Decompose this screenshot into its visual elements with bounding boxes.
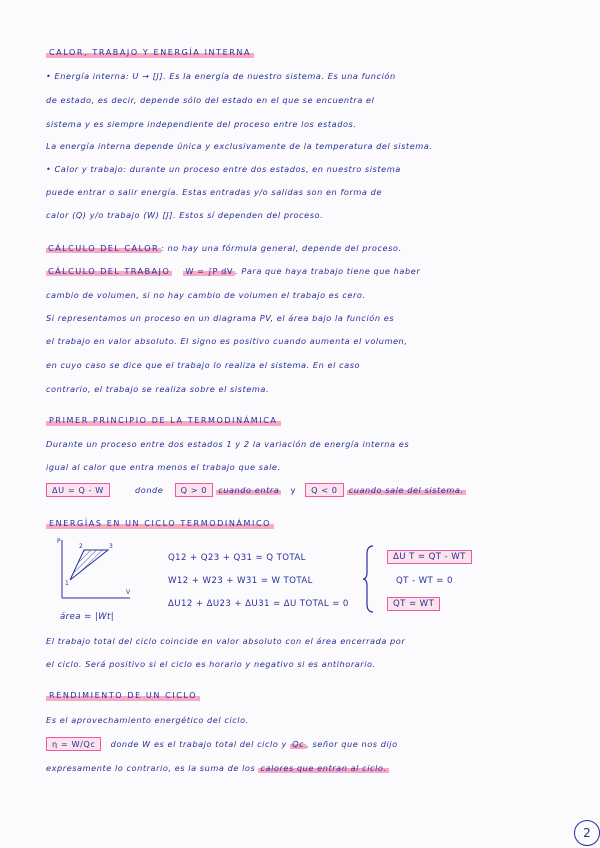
- text-line: Si representamos un proceso en un diagrama PV, el área bajo la función es: [46, 313, 395, 323]
- q-negative: Q < 0: [305, 483, 343, 497]
- text-line: sistema y es siempre independiente del proceso entre los estados.: [46, 119, 357, 129]
- calor-line: [46, 242, 556, 254]
- equation-u: ΔU12 + ΔU23 + ΔU31 = ΔU TOTAL = 0: [168, 599, 349, 609]
- pv-cycle-diagram: [48, 536, 138, 606]
- page-number: 2: [574, 820, 600, 846]
- text-line: de estado, es decir, depende sólo del estado en el que se encuentra el: [46, 95, 375, 105]
- result-q-equals-w: QT = WT: [387, 597, 440, 611]
- text-line: cambio de volumen, si no hay cambio de volumen el trabajo es cero.: [46, 290, 366, 300]
- text-line: contrario, el trabajo se realiza sobre el sistema.: [46, 384, 270, 394]
- q-negative-text: cuando sale del sistema.: [348, 485, 464, 495]
- heading-rendimiento: RENDIMIENTO DE UN CICLO: [46, 691, 200, 701]
- heading-calculo-calor: CÁLCULO DEL CALOR: [48, 243, 160, 253]
- text-line: en cuyo caso se dice que el trabajo lo realiza el sistema. En el caso: [46, 360, 361, 370]
- text-line: El trabajo total del ciclo coincide en valor absoluto con el área encerrada por: [46, 636, 406, 646]
- point-1-label: 1: [65, 580, 69, 587]
- heading-calor-trabajo-energia: CALOR, TRABAJO Y ENERGÍA INTERNA: [46, 48, 254, 58]
- text-senor: , señor que nos dijo: [306, 739, 398, 749]
- p-axis-label: P: [57, 538, 61, 545]
- text-line: • Calor y trabajo: durante un proceso entre dos estados, en nuestro sistema: [46, 164, 401, 174]
- trabajo-formula: W = ∫P dV: [185, 266, 234, 276]
- text-donde: donde: [135, 485, 164, 495]
- trabajo-line: [46, 265, 556, 277]
- calores-entran: calores que entran al ciclo.: [260, 763, 387, 773]
- text-line: • Energía interna: U → [J]. Es la energía de nuestro sistema. Es una función: [46, 71, 396, 81]
- rendimiento-formula: η = W/Qc: [46, 737, 101, 751]
- text-line: calor (Q) y/o trabajo (W) [J]. Estos sí dependen del proceso.: [46, 210, 324, 220]
- text-line: Durante un proceso entre dos estados 1 y 2 la variación de energía interna es: [46, 439, 410, 449]
- point-2-label: 2: [79, 543, 83, 550]
- rendimiento-line-3: [46, 762, 556, 774]
- calor-text: : no hay una fórmula general, depende del proceso.: [161, 243, 402, 253]
- text-line: el ciclo. Será positivo si el ciclo es horario y negativo si es antihorario.: [46, 659, 376, 669]
- heading-calculo-trabajo: CÁLCULO DEL TRABAJO: [48, 266, 171, 276]
- equation-w: W12 + W23 + W31 = W TOTAL: [168, 576, 313, 586]
- text-expresamente: expresamente lo contrario, es la suma de los: [46, 763, 256, 773]
- text-line: el trabajo en valor absoluto. El signo es positivo cuando aumenta el volumen,: [46, 336, 408, 346]
- q-separator: y: [290, 485, 296, 495]
- primer-principio-formula: ΔU = Q - W: [46, 483, 110, 497]
- result-q-minus-w: QT - WT = 0: [396, 576, 453, 586]
- cycle-area: [70, 550, 108, 580]
- equation-q: Q12 + Q23 + Q31 = Q TOTAL: [168, 553, 306, 563]
- rendimiento-formula-line: [46, 738, 556, 750]
- text-donde-w: donde W es el trabajo total del ciclo y: [110, 739, 287, 749]
- point-3-label: 3: [109, 543, 113, 550]
- text-line: puede entrar o salir energía. Estas entradas y/o salidas son en forma de: [46, 187, 382, 197]
- q-positive-text: cuando entra: [218, 485, 280, 495]
- heading-primer-principio: PRIMER PRINCIPIO DE LA TERMODINÁMICA: [46, 416, 281, 426]
- brace-icon: [363, 544, 377, 614]
- qc-symbol: Qc: [292, 739, 305, 749]
- result-delta-u: ΔU T = QT - WT: [387, 550, 472, 564]
- trabajo-text: . Para que haya trabajo tiene que haber: [235, 266, 421, 276]
- q-positive: Q > 0: [175, 483, 213, 497]
- text-line: La energía interna depende única y exclusivamente de la temperatura del sistema.: [46, 141, 433, 151]
- text-line: igual al calor que entra menos el trabajo que sale.: [46, 462, 281, 472]
- heading-energias-ciclo: ENERGÍAS EN UN CICLO TERMODINÁMICO: [46, 519, 274, 529]
- area-label: área = |Wt|: [60, 612, 115, 622]
- v-axis-label: V: [126, 589, 131, 596]
- primer-principio-formula-line: [46, 484, 556, 496]
- text-line: Es el aprovechamiento energético del ciclo.: [46, 715, 249, 725]
